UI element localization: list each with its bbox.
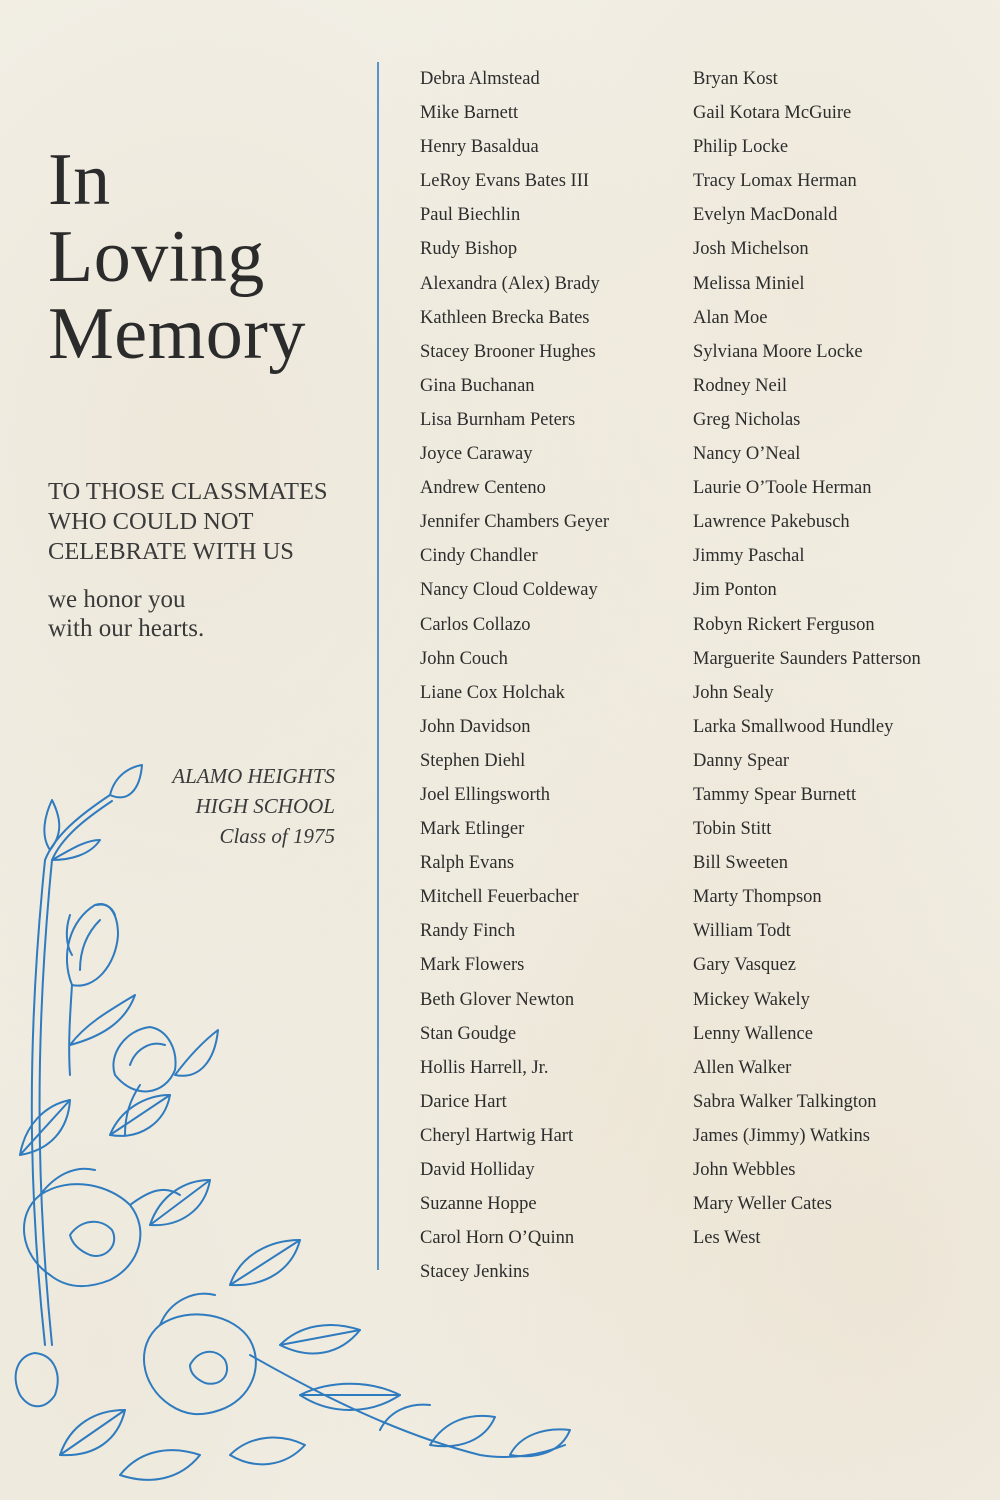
honor-line: with our hearts.	[48, 615, 205, 642]
classmate-name: Allen Walker	[693, 1057, 792, 1078]
classmate-name: Gail Kotara McGuire	[693, 103, 852, 124]
classmate-name: Darice Hart	[420, 1091, 507, 1112]
dedication-line: WHO COULD NOT	[48, 508, 254, 535]
classmate-name: Andrew Centeno	[420, 478, 546, 499]
classmate-name: David Holliday	[420, 1160, 535, 1180]
classmate-name: Carol Horn O’Quinn	[420, 1228, 575, 1249]
classmate-name: Mark Flowers	[420, 955, 525, 976]
classmate-name: John Sealy	[693, 682, 774, 703]
dedication-line: TO THOSE CLASSMATES	[48, 478, 328, 505]
classmate-name: Cindy Chandler	[420, 546, 538, 567]
classmate-name: Debra Almstead	[420, 69, 540, 89]
classmate-name: Lisa Burnham Peters	[420, 409, 576, 430]
page-title	[48, 139, 306, 375]
classmate-name: Danny Spear	[693, 750, 790, 771]
dedication-heading	[48, 477, 328, 567]
classmate-name: LeRoy Evans Bates III	[420, 171, 590, 192]
classmate-name: Nancy O’Neal	[693, 444, 801, 465]
classmate-name: Marguerite Saunders Patterson	[693, 648, 921, 669]
classmate-name: Suzanne Hoppe	[420, 1194, 537, 1215]
classmate-name: Marty Thompson	[693, 887, 822, 908]
classmate-name: Ralph Evans	[420, 853, 515, 874]
classmate-name: Joel Ellingsworth	[420, 784, 551, 805]
classmate-name: Mary Weller Cates	[693, 1194, 832, 1215]
classmate-name: Mickey Wakely	[693, 989, 810, 1010]
classmate-name: Beth Glover Newton	[420, 989, 575, 1010]
classmate-name: Alexandra (Alex) Brady	[420, 273, 600, 294]
classmate-name: Stan Goudge	[420, 1023, 517, 1044]
classmate-name: John Couch	[420, 648, 508, 669]
classmate-name: Paul Biechlin	[420, 205, 521, 226]
title-line: In	[48, 139, 111, 221]
classmate-name: Melissa Miniel	[693, 273, 805, 294]
classmate-name: Sylviana Moore Locke	[693, 341, 863, 362]
classmate-name: Lenny Wallence	[693, 1023, 813, 1044]
dedication-line: CELEBRATE WITH US	[48, 538, 294, 565]
classmate-name: Tammy Spear Burnett	[693, 784, 857, 805]
classmate-name: Carlos Collazo	[420, 614, 531, 635]
classmate-name: Jimmy Paschal	[693, 546, 805, 567]
classmate-name: Alan Moe	[693, 307, 768, 328]
class-year: Class of 1975	[219, 824, 335, 848]
school-name-line2: HIGH SCHOOL	[195, 794, 335, 818]
title-line: Loving	[48, 216, 265, 298]
honor-message	[48, 585, 204, 643]
classmate-name: Liane Cox Holchak	[420, 682, 565, 703]
classmate-name: Jennifer Chambers Geyer	[420, 512, 610, 533]
classmate-name: Hollis Harrell, Jr.	[420, 1057, 549, 1078]
honor-line: we honor you	[48, 586, 186, 613]
classmate-name: Mitchell Feuerbacher	[420, 887, 579, 908]
classmate-name: Bill Sweeten	[693, 853, 789, 874]
names-column-2	[693, 62, 921, 1255]
classmate-name: Stacey Jenkins	[420, 1262, 530, 1283]
classmate-name: Mark Etlinger	[420, 819, 525, 840]
title-line: Memory	[48, 293, 306, 375]
classmate-name: Evelyn MacDonald	[693, 205, 838, 226]
classmate-name: Josh Michelson	[693, 239, 809, 260]
classmate-name: Mike Barnett	[420, 103, 519, 124]
classmate-name: Henry Basaldua	[420, 137, 539, 158]
classmate-name: Cheryl Hartwig Hart	[420, 1125, 574, 1146]
classmate-name: Rudy Bishop	[420, 239, 518, 260]
classmate-name: Randy Finch	[420, 921, 516, 942]
classmate-name: James (Jimmy) Watkins	[693, 1125, 870, 1146]
classmate-name: Les West	[693, 1228, 761, 1249]
classmate-name: Stacey Brooner Hughes	[420, 341, 596, 362]
classmate-name: Bryan Kost	[693, 69, 778, 89]
classmate-name: Laurie O’Toole Herman	[693, 478, 872, 499]
classmate-name: Robyn Rickert Ferguson	[693, 614, 875, 635]
classmate-name: Kathleen Brecka Bates	[420, 307, 590, 328]
classmate-name: Greg Nicholas	[693, 409, 801, 430]
classmate-name: Stephen Diehl	[420, 750, 526, 771]
classmate-name: Sabra Walker Talkington	[693, 1091, 877, 1112]
classmate-name: Philip Locke	[693, 137, 789, 158]
classmate-name: Tobin Stitt	[693, 819, 772, 840]
classmate-name: Gary Vasquez	[693, 955, 796, 976]
classmate-name: John Davidson	[420, 716, 531, 737]
classmate-name: Tracy Lomax Herman	[693, 171, 857, 192]
classmate-name: Nancy Cloud Coldeway	[420, 580, 598, 601]
classmate-name: Larka Smallwood Hundley	[693, 716, 894, 737]
classmate-name: John Webbles	[693, 1160, 796, 1180]
classmate-name: Jim Ponton	[693, 580, 777, 601]
classmate-name: William Todt	[693, 921, 791, 942]
classmate-name: Lawrence Pakebusch	[693, 512, 850, 533]
school-name-line1: ALAMO HEIGHTS	[172, 764, 335, 788]
rose-floral-illustration-icon	[0, 755, 600, 1500]
classmate-name: Rodney Neil	[693, 375, 788, 396]
classmate-name: Joyce Caraway	[420, 444, 533, 465]
classmate-name: Gina Buchanan	[420, 375, 535, 396]
